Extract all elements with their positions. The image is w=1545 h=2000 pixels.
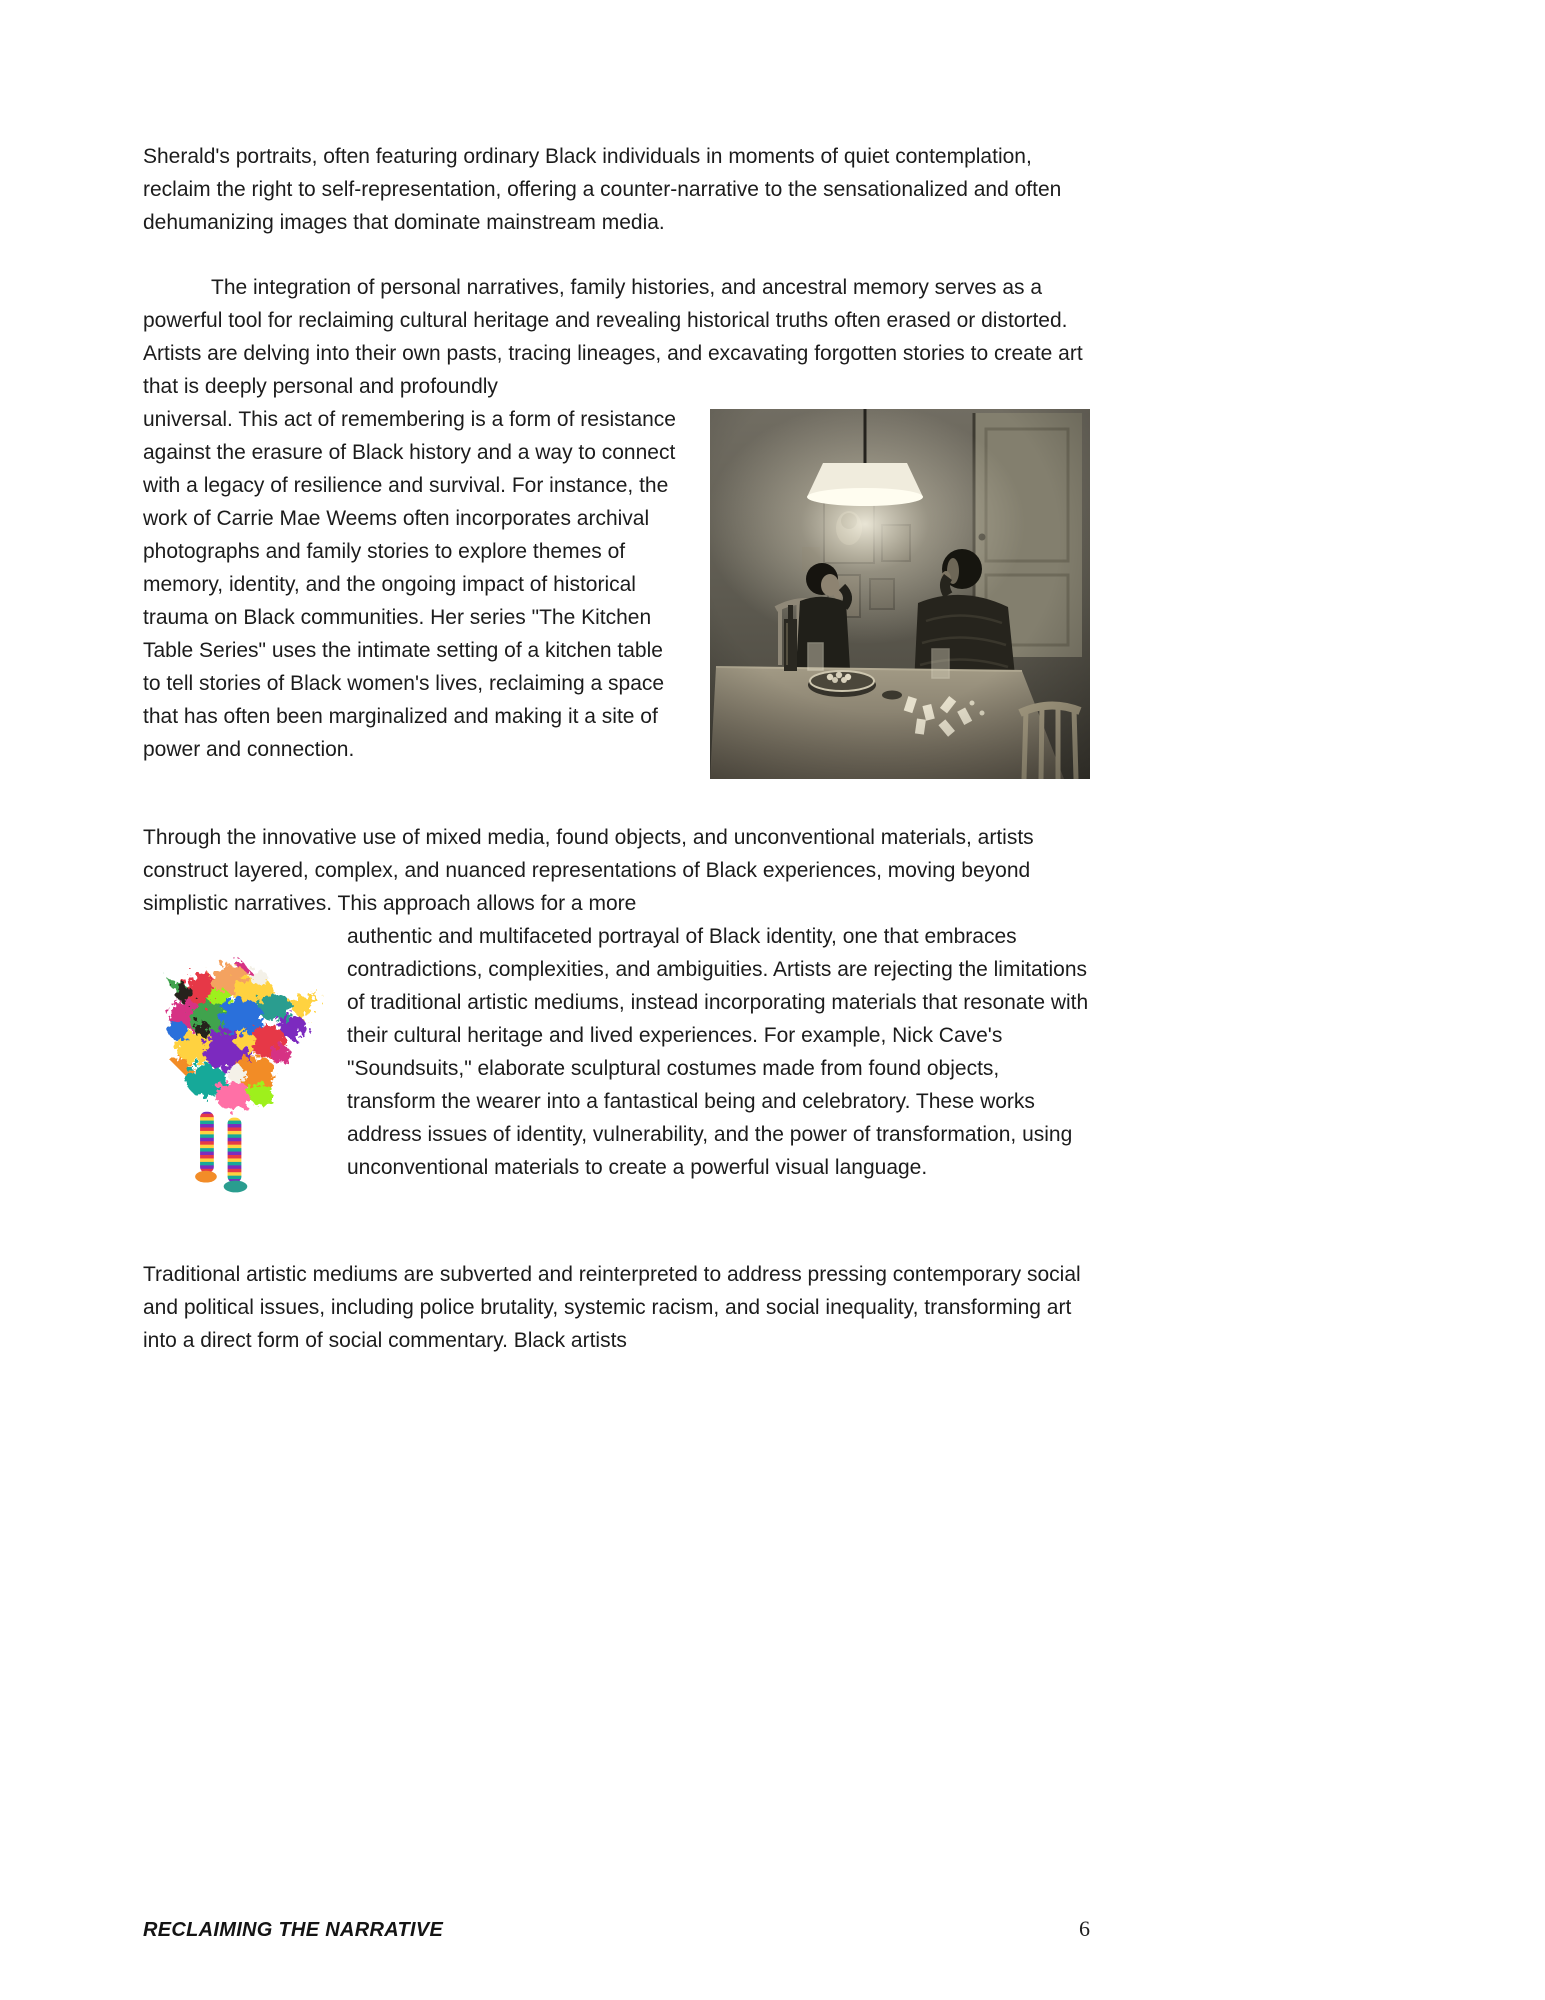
paragraph-soundsuits-part1: Through the innovative use of mixed media, found objects, and unconventional materials, artists construct layered, complex, and nuanced representations of Black experiences, moving beyond simplistic narratives. This approach allows for a more — [143, 826, 1034, 915]
paragraph-weems-part2: universal. This act of remembering is a form of resistance against the erasure of Black history and a way to connect with a legacy of resilience and survival. For instance, the work of Carrie Mae Weems often incorporates archival photographs and family stories to explore themes of memory, identity, and the ongoing impact of historical trauma on Black communities. Her series "The Kitchen Table Series" uses the intimate setting of a kitchen table to tell stories of Black women's lives, reclaiming a space that has often been marginalized and making it a site of power and connection. — [143, 408, 676, 761]
paragraph-traditional-mediums: Traditional artistic mediums are subverted and reinterpreted to address pressing contemporary social and political issues, including police brutality, systemic racism, and social inequality, transforming art into a direct form of social commentary. Black artists — [143, 1263, 1081, 1352]
paragraph-soundsuits-block — [143, 821, 1090, 1226]
document-body — [143, 140, 1090, 1389]
furry-body — [167, 956, 320, 1110]
paragraph-weems-block — [143, 271, 1090, 789]
soundsuit-illustration — [143, 934, 325, 1196]
kitchen-table-photo-illustration — [710, 409, 1090, 779]
paragraph-soundsuits-part2: authentic and multifaceted portrayal of Black identity, one that embraces contradictions, complexities, and ambiguities. Artists are rejecting the limitations of traditional artistic mediums, instead incorporating materials that resonate with their cultural heritage and lived experiences. For example, Nick Cave's "Soundsuits," elaborate sculptural costumes made from found objects, transform the wearer into a fantastical being and celebratory. These works address issues of identity, vulnerability, and the power of transformation, using unconventional materials to create a powerful visual language. — [347, 925, 1089, 1179]
paragraph-weems-part1: The integration of personal narratives, family histories, and ancestral memory serves as a powerful tool for reclaiming cultural heritage and revealing historical truths often erased or distorted. Artists are delving into their own pasts, tracing lineages, and excavating forgotten stories to create art that is deeply personal and profoundly — [143, 276, 1083, 398]
paragraph-sherald: Sherald's portraits, often featuring ordinary Black individuals in moments of quiet contemplation, reclaim the right to self-representation, offering a counter-narrative to the sensationalized and often dehumanizing images that dominate mainstream media. — [143, 145, 1062, 234]
striped-legs — [195, 1112, 247, 1193]
page-number: 6 — [1079, 1916, 1090, 1941]
page-footer — [143, 1916, 1090, 1942]
kitchen-table-photo — [710, 409, 1090, 779]
footer-running-title: RECLAIMING THE NARRATIVE — [143, 1919, 444, 1941]
soundsuit-image — [143, 934, 325, 1196]
